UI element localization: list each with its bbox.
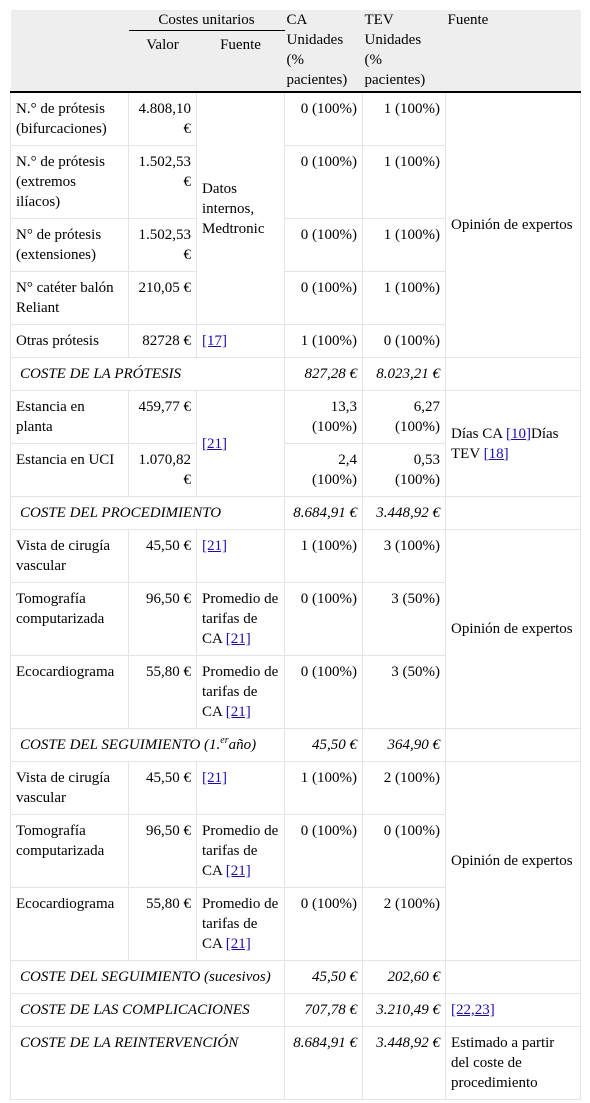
header-fuente: Fuente [446, 10, 581, 92]
subtotal-tev: 202,60 € [363, 961, 446, 994]
row-ca: 1 (100%) [285, 325, 363, 358]
row-ca: 13,3 (100%) [285, 391, 363, 444]
row-label: Otras prótesis [11, 325, 129, 358]
row-label: Vista de cirugía vascular [11, 530, 129, 583]
row-fuente [197, 888, 285, 961]
subtotal-ca: 8.684,91 € [285, 1027, 363, 1100]
cost-table [10, 10, 581, 1100]
row-fuente [197, 762, 285, 815]
row-valor: 82728 € [129, 325, 197, 358]
subtotal-label: COSTE DEL SEGUIMIENTO (sucesivos) [11, 961, 285, 994]
fuente-text: Promedio de tarifas de CA [202, 664, 279, 720]
subtotal-ca: 827,28 € [285, 358, 363, 391]
reference-link[interactable]: [21] [202, 770, 227, 786]
row-ca: 0 (100%) [285, 92, 363, 146]
fuente-opinion-expertos: Opinión de expertos [446, 92, 581, 358]
row-label: Ecocardiograma [11, 888, 129, 961]
row-fuente [197, 583, 285, 656]
cost-table-container [10, 10, 580, 1100]
row-valor: 459,77 € [129, 391, 197, 444]
fuente-text: Promedio de tarifas de CA [202, 896, 279, 952]
subtotal-label-text: COSTE DEL SEGUIMIENTO (1. [20, 737, 221, 753]
row-tev: 2 (100%) [363, 888, 446, 961]
row-label: N° de prótesis (extensiones) [11, 219, 129, 272]
row-tev: 1 (100%) [363, 272, 446, 325]
subtotal-fuente: Estimado a partir del coste de procedimiento [446, 1027, 581, 1100]
dias-ca-text: Días CA [451, 425, 507, 442]
row-label: N.° de prótesis (bifurcaciones) [11, 92, 129, 146]
subtotal-ca: 45,50 € [285, 961, 363, 994]
header-tev-unidades: TEV Unidades (% pacientes) [363, 10, 446, 92]
reference-link[interactable]: [21] [225, 631, 251, 647]
row-valor: 210,05 € [129, 272, 197, 325]
row-ca: 1 (100%) [285, 530, 363, 583]
row-ca: 2,4 (100%) [285, 444, 363, 497]
subtotal-label: COSTE DE LAS COMPLICACIONES [11, 994, 285, 1027]
row-fuente-datos-internos: Datos internos, Medtronic [197, 92, 285, 325]
subtotal-tev: 8.023,21 € [363, 358, 446, 391]
row-ca: 1 (100%) [285, 762, 363, 815]
row-label: N.° de prótesis (extremos ilíacos) [11, 146, 129, 219]
subtotal-ca: 707,78 € [285, 994, 363, 1027]
subtotal-label-sup: er [220, 735, 229, 746]
row-ca: 0 (100%) [285, 888, 363, 961]
reference-link[interactable]: [10] [506, 425, 532, 442]
subtotal-fuente [446, 497, 581, 530]
row-valor: 96,50 € [129, 815, 197, 888]
subtotal-row [11, 729, 581, 762]
row-label: Estancia en UCI [11, 444, 129, 497]
fuente-dias [446, 391, 581, 497]
row-label: N° catéter balón Reliant [11, 272, 129, 325]
row-valor: 1.070,82 € [129, 444, 197, 497]
header-ca-unidades: CA Unidades (% pacientes) [285, 10, 363, 92]
subtotal-row [11, 1027, 581, 1100]
subtotal-row [11, 358, 581, 391]
row-valor: 55,80 € [129, 888, 197, 961]
subtotal-tev: 364,90 € [363, 729, 446, 762]
subtotal-tev: 3.448,92 € [363, 1027, 446, 1100]
table-row [11, 391, 581, 444]
row-tev: 1 (100%) [363, 219, 446, 272]
subtotal-tev: 3.210,49 € [363, 994, 446, 1027]
reference-link[interactable]: [21] [202, 435, 227, 452]
subtotal-tev: 3.448,92 € [363, 497, 446, 530]
row-tev: 3 (50%) [363, 583, 446, 656]
header-fuente-sub: Fuente [197, 31, 285, 93]
reference-link[interactable]: [18] [483, 445, 509, 462]
header-valor: Valor [129, 31, 197, 93]
reference-link[interactable]: [21] [225, 936, 251, 952]
row-fuente [197, 325, 285, 358]
row-ca: 0 (100%) [285, 219, 363, 272]
subtotal-fuente [446, 961, 581, 994]
row-tev: 3 (50%) [363, 656, 446, 729]
subtotal-ca: 45,50 € [285, 729, 363, 762]
fuente-text: Promedio de tarifas de CA [202, 823, 279, 879]
row-fuente [197, 530, 285, 583]
table-row [11, 92, 581, 146]
row-fuente [197, 391, 285, 497]
row-tev: 0,53 (100%) [363, 444, 446, 497]
fuente-opinion-expertos: Opinión de expertos [446, 762, 581, 961]
reference-link[interactable]: [21] [202, 538, 227, 554]
fuente-opinion-expertos: Opinión de expertos [446, 530, 581, 729]
table-row [11, 762, 581, 815]
row-tev: 1 (100%) [363, 146, 446, 219]
header-costes-unitarios: Costes unitarios [129, 10, 285, 31]
reference-link[interactable]: [21] [225, 863, 251, 879]
reference-link[interactable]: [22,23] [451, 1002, 495, 1018]
subtotal-label: COSTE DE LA REINTERVENCIÓN [11, 1027, 285, 1100]
row-tev: 2 (100%) [363, 762, 446, 815]
subtotal-fuente [446, 358, 581, 391]
subtotal-label-text: año) [228, 737, 257, 753]
table-row [11, 530, 581, 583]
header-blank [11, 10, 129, 92]
subtotal-label: COSTE DEL PROCEDIMIENTO [11, 497, 285, 530]
row-ca: 0 (100%) [285, 583, 363, 656]
row-valor: 4.808,10 € [129, 92, 197, 146]
row-valor: 96,50 € [129, 583, 197, 656]
subtotal-row [11, 961, 581, 994]
row-tev: 0 (100%) [363, 325, 446, 358]
row-valor: 45,50 € [129, 530, 197, 583]
fuente-text: Promedio de tarifas de CA [202, 591, 279, 647]
subtotal-ca: 8.684,91 € [285, 497, 363, 530]
row-tev: 1 (100%) [363, 92, 446, 146]
dias-tev-text: Días TEV [451, 425, 559, 462]
row-fuente [197, 656, 285, 729]
row-fuente [197, 815, 285, 888]
reference-link[interactable]: [21] [225, 704, 251, 720]
subtotal-row [11, 497, 581, 530]
row-label: Tomografía computarizada [11, 583, 129, 656]
row-tev: 6,27 (100%) [363, 391, 446, 444]
row-valor: 1.502,53 € [129, 219, 197, 272]
row-label: Tomografía computarizada [11, 815, 129, 888]
row-ca: 0 (100%) [285, 272, 363, 325]
row-tev: 3 (100%) [363, 530, 446, 583]
subtotal-fuente [446, 729, 581, 762]
row-label: Ecocardiograma [11, 656, 129, 729]
subtotal-label [11, 729, 285, 762]
row-ca: 0 (100%) [285, 656, 363, 729]
row-valor: 1.502,53 € [129, 146, 197, 219]
row-tev: 0 (100%) [363, 815, 446, 888]
row-valor: 55,80 € [129, 656, 197, 729]
row-ca: 0 (100%) [285, 146, 363, 219]
row-label: Vista de cirugía vascular [11, 762, 129, 815]
row-valor: 45,50 € [129, 762, 197, 815]
subtotal-fuente [446, 994, 581, 1027]
row-label: Estancia en planta [11, 391, 129, 444]
row-ca: 0 (100%) [285, 815, 363, 888]
subtotal-row [11, 994, 581, 1027]
subtotal-label: COSTE DE LA PRÓTESIS [11, 358, 285, 391]
reference-link[interactable]: [17] [202, 333, 227, 349]
